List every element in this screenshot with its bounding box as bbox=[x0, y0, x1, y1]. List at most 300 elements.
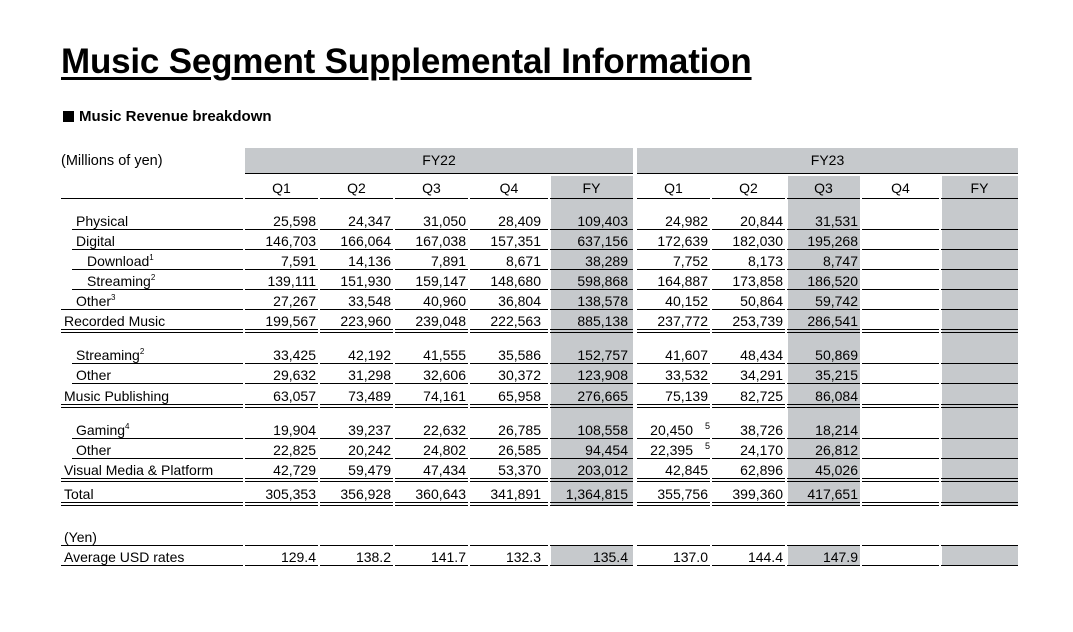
section-heading bbox=[63, 108, 272, 125]
table-cell: 63,057 bbox=[273, 388, 316, 404]
column-gap bbox=[939, 546, 942, 566]
usd-top-rule bbox=[941, 545, 1018, 546]
usd-bottom-rule bbox=[395, 565, 468, 566]
column-header: FY bbox=[582, 180, 601, 196]
row-rule bbox=[787, 269, 860, 270]
table-cell: 50,864 bbox=[740, 293, 783, 309]
table-cell: 38,289 bbox=[585, 253, 628, 269]
table-cell: 74,161 bbox=[423, 388, 466, 404]
column-header: Q4 bbox=[499, 180, 519, 196]
table-cell: 417,651 bbox=[807, 486, 858, 502]
table-cell: 159,147 bbox=[415, 273, 466, 289]
row-rule bbox=[550, 229, 633, 230]
usd-cell: 147.9 bbox=[822, 549, 858, 565]
section-double-rule bbox=[245, 329, 318, 333]
row-rule bbox=[320, 383, 393, 384]
column-header: Q3 bbox=[814, 180, 833, 196]
table-cell: 26,812 bbox=[815, 442, 858, 458]
section-double-rule bbox=[712, 329, 785, 333]
subtotal-rule bbox=[245, 309, 318, 310]
row-rule bbox=[712, 269, 785, 270]
row-rule bbox=[550, 363, 633, 364]
section-double-rule bbox=[787, 478, 860, 482]
total-double-rule bbox=[550, 502, 633, 506]
row-rule bbox=[550, 289, 633, 290]
row-label: Streaming$^2$ bbox=[76, 347, 145, 363]
table-cell: 20,450 bbox=[650, 422, 693, 438]
row-rule bbox=[320, 269, 393, 270]
table-cell: 24,802 bbox=[423, 442, 466, 458]
row-rule bbox=[941, 229, 1018, 230]
table-cell: 59,479 bbox=[348, 462, 391, 478]
table-cell: 138,578 bbox=[577, 293, 628, 309]
usd-bottom-rule bbox=[862, 565, 939, 566]
section-double-rule bbox=[470, 329, 548, 333]
units-label: (Millions of yen) bbox=[61, 153, 163, 169]
table-cell: 173,858 bbox=[732, 273, 783, 289]
header-rule bbox=[787, 198, 860, 199]
row-label: Streaming$^2$ bbox=[87, 273, 156, 289]
cell-footnote-marker: 5 bbox=[705, 421, 711, 431]
row-rule bbox=[245, 269, 318, 270]
row-rule bbox=[637, 438, 710, 439]
subtotal-rule bbox=[637, 309, 710, 310]
usd-bottom-rule bbox=[320, 565, 393, 566]
row-rule bbox=[72, 438, 243, 439]
row-label: Gaming$^4$ bbox=[76, 422, 130, 438]
row-rule bbox=[787, 363, 860, 364]
usd-bottom-rule bbox=[550, 565, 633, 566]
table-cell: 65,958 bbox=[498, 388, 541, 404]
row-rule bbox=[72, 363, 243, 364]
table-cell: 148,680 bbox=[490, 273, 541, 289]
section-double-rule bbox=[61, 404, 243, 408]
usd-cell: 144.4 bbox=[747, 549, 783, 565]
row-rule bbox=[72, 229, 243, 230]
usd-top-rule bbox=[245, 545, 318, 546]
usd-top-rule bbox=[395, 545, 468, 546]
table-cell: 123,908 bbox=[577, 367, 628, 383]
section-double-rule bbox=[862, 329, 939, 333]
table-cell: 286,541 bbox=[807, 313, 858, 329]
row-rule bbox=[862, 438, 939, 439]
table-cell: 637,156 bbox=[577, 233, 628, 249]
row-rule bbox=[395, 438, 468, 439]
row-rule bbox=[245, 363, 318, 364]
row-rule bbox=[320, 458, 393, 459]
usd-top-rule bbox=[320, 545, 393, 546]
section-double-rule bbox=[320, 404, 393, 408]
table-cell: 151,930 bbox=[340, 273, 391, 289]
row-rule bbox=[637, 249, 710, 250]
total-double-rule bbox=[61, 502, 243, 506]
table-cell: 41,607 bbox=[665, 347, 708, 363]
row-rule bbox=[941, 458, 1018, 459]
column-gap bbox=[860, 176, 863, 506]
row-rule bbox=[862, 363, 939, 364]
section-double-rule bbox=[712, 478, 785, 482]
table-cell: 199,567 bbox=[265, 313, 316, 329]
column-header: Q2 bbox=[347, 180, 366, 196]
table-cell: 108,558 bbox=[577, 422, 628, 438]
table-cell: 26,785 bbox=[498, 422, 541, 438]
group-header-fy22: FY22 bbox=[422, 152, 456, 168]
shaded-column bbox=[941, 176, 1018, 506]
row-rule bbox=[712, 363, 785, 364]
row-rule bbox=[637, 458, 710, 459]
row-rule bbox=[787, 383, 860, 384]
table-cell: 305,353 bbox=[265, 486, 316, 502]
table-cell: 341,891 bbox=[490, 486, 541, 502]
usd-cell: 138.2 bbox=[355, 549, 391, 565]
subtotal-rule bbox=[395, 309, 468, 310]
table-cell: 8,173 bbox=[747, 253, 783, 269]
usd-cell: 141.7 bbox=[430, 549, 466, 565]
row-rule bbox=[787, 289, 860, 290]
table-cell: 276,665 bbox=[577, 388, 628, 404]
usd-cell: 129.4 bbox=[280, 549, 316, 565]
usd-top-rule bbox=[637, 545, 710, 546]
row-rule bbox=[712, 249, 785, 250]
header-rule bbox=[862, 198, 939, 199]
yen-label: (Yen) bbox=[64, 529, 97, 545]
section-double-rule bbox=[395, 404, 468, 408]
row-label: Total bbox=[64, 486, 94, 502]
table-cell: 28,409 bbox=[498, 213, 541, 229]
column-header: Q1 bbox=[272, 180, 291, 196]
table-cell: 73,489 bbox=[348, 388, 391, 404]
table-cell: 59,742 bbox=[815, 293, 858, 309]
row-rule bbox=[470, 438, 548, 439]
row-rule bbox=[395, 383, 468, 384]
subtotal-rule bbox=[941, 309, 1018, 310]
table-cell: 94,454 bbox=[585, 442, 628, 458]
table-cell: 32,606 bbox=[423, 367, 466, 383]
table-cell: 8,671 bbox=[505, 253, 541, 269]
table-cell: 146,703 bbox=[265, 233, 316, 249]
row-rule bbox=[941, 383, 1018, 384]
row-rule bbox=[320, 289, 393, 290]
total-double-rule bbox=[470, 502, 548, 506]
header-rule bbox=[61, 198, 243, 199]
header-rule bbox=[637, 198, 710, 199]
column-header: Q2 bbox=[739, 180, 758, 196]
subtotal-rule bbox=[862, 309, 939, 310]
row-rule bbox=[395, 229, 468, 230]
row-rule bbox=[637, 269, 710, 270]
usd-cell: 137.0 bbox=[672, 549, 708, 565]
row-rule bbox=[712, 229, 785, 230]
footnote-marker: 2 bbox=[139, 347, 145, 356]
row-rule bbox=[395, 269, 468, 270]
table-cell: 7,752 bbox=[672, 253, 708, 269]
row-rule bbox=[245, 458, 318, 459]
usd-bottom-rule bbox=[61, 565, 243, 566]
table-cell: 33,548 bbox=[348, 293, 391, 309]
row-rule bbox=[245, 383, 318, 384]
total-double-rule bbox=[787, 502, 860, 506]
table-cell: 885,138 bbox=[577, 313, 628, 329]
row-rule bbox=[941, 269, 1018, 270]
section-double-rule bbox=[637, 329, 710, 333]
row-label: Physical bbox=[76, 213, 129, 229]
row-rule bbox=[72, 383, 243, 384]
table-cell: 25,598 bbox=[273, 213, 316, 229]
table-cell: 20,242 bbox=[348, 442, 391, 458]
table-cell: 35,586 bbox=[498, 347, 541, 363]
section-double-rule bbox=[245, 404, 318, 408]
row-rule bbox=[470, 383, 548, 384]
total-double-rule bbox=[395, 502, 468, 506]
table-cell: 48,434 bbox=[740, 347, 783, 363]
row-rule bbox=[637, 289, 710, 290]
group-header-fy23: FY23 bbox=[810, 152, 845, 168]
table-cell: 22,632 bbox=[423, 422, 466, 438]
row-rule bbox=[470, 249, 548, 250]
section-title: Music Revenue breakdown bbox=[79, 108, 272, 125]
row-rule bbox=[712, 289, 785, 290]
table-cell: 239,048 bbox=[415, 313, 466, 329]
table-cell: 182,030 bbox=[732, 233, 783, 249]
usd-bottom-rule bbox=[637, 565, 710, 566]
row-rule bbox=[637, 383, 710, 384]
table-cell: 20,844 bbox=[740, 213, 783, 229]
row-rule bbox=[550, 269, 633, 270]
row-rule bbox=[245, 438, 318, 439]
section-double-rule bbox=[941, 404, 1018, 408]
table-cell: 42,729 bbox=[273, 462, 316, 478]
table-cell: 30,372 bbox=[498, 367, 541, 383]
footnote-marker: 3 bbox=[111, 293, 116, 302]
table-cell: 8,747 bbox=[822, 253, 858, 269]
row-rule bbox=[72, 269, 243, 270]
table-cell: 7,591 bbox=[280, 253, 316, 269]
header-rule bbox=[245, 198, 318, 199]
table-cell: 360,643 bbox=[415, 486, 466, 502]
row-rule bbox=[470, 269, 548, 270]
section-double-rule bbox=[550, 404, 633, 408]
row-rule bbox=[72, 458, 243, 459]
section-double-rule bbox=[470, 404, 548, 408]
row-rule bbox=[712, 438, 785, 439]
usd-bottom-rule bbox=[470, 565, 548, 566]
subtotal-rule bbox=[320, 309, 393, 310]
usd-cell: 132.3 bbox=[505, 549, 541, 565]
table-cell: 75,139 bbox=[665, 388, 708, 404]
header-rule bbox=[550, 198, 633, 199]
row-rule bbox=[712, 383, 785, 384]
footnote-marker: 2 bbox=[150, 273, 156, 282]
usd-top-rule bbox=[550, 545, 633, 546]
table-cell: 31,050 bbox=[423, 213, 466, 229]
total-double-rule bbox=[862, 502, 939, 506]
table-cell: 50,869 bbox=[815, 347, 858, 363]
usd-row-label: Average USD rates bbox=[64, 549, 185, 565]
table-cell: 40,960 bbox=[423, 293, 466, 309]
usd-bottom-rule bbox=[787, 565, 860, 566]
page-title: Music Segment Supplemental Information bbox=[61, 42, 752, 81]
table-cell: 399,360 bbox=[732, 486, 783, 502]
usd-top-rule bbox=[470, 545, 548, 546]
section-double-rule bbox=[245, 478, 318, 482]
usd-cell: 135.4 bbox=[592, 549, 628, 565]
section-double-rule bbox=[637, 404, 710, 408]
section-double-rule bbox=[550, 478, 633, 482]
row-rule bbox=[245, 289, 318, 290]
table-cell: 14,136 bbox=[348, 253, 391, 269]
subtotal-rule bbox=[550, 309, 633, 310]
row-rule bbox=[550, 438, 633, 439]
row-rule bbox=[637, 363, 710, 364]
header-rule bbox=[395, 198, 468, 199]
subtotal-rule bbox=[712, 309, 785, 310]
section-double-rule bbox=[550, 329, 633, 333]
table-cell: 356,928 bbox=[340, 486, 391, 502]
table-cell: 53,370 bbox=[498, 462, 541, 478]
row-rule bbox=[470, 229, 548, 230]
usd-top-rule bbox=[862, 545, 939, 546]
section-double-rule bbox=[637, 478, 710, 482]
row-rule bbox=[712, 458, 785, 459]
footnote-marker: 1 bbox=[149, 253, 154, 262]
row-rule bbox=[862, 289, 939, 290]
table-cell: 41,555 bbox=[423, 347, 466, 363]
usd-bottom-rule bbox=[712, 565, 785, 566]
row-rule bbox=[470, 289, 548, 290]
row-rule bbox=[862, 458, 939, 459]
table-cell: 186,520 bbox=[807, 273, 858, 289]
total-double-rule bbox=[245, 502, 318, 506]
row-label: Music Publishing bbox=[64, 388, 170, 404]
table-cell: 22,395 bbox=[650, 442, 693, 458]
table-cell: 24,170 bbox=[740, 442, 783, 458]
column-header: Q4 bbox=[891, 180, 910, 196]
row-rule bbox=[320, 363, 393, 364]
row-rule bbox=[550, 458, 633, 459]
section-double-rule bbox=[862, 478, 939, 482]
usd-top-rule bbox=[61, 545, 243, 546]
total-double-rule bbox=[712, 502, 785, 506]
table-cell: 222,563 bbox=[490, 313, 541, 329]
section-double-rule bbox=[320, 329, 393, 333]
row-rule bbox=[470, 458, 548, 459]
table-cell: 36,804 bbox=[498, 293, 541, 309]
row-label: Download$^1$ bbox=[87, 253, 154, 269]
row-label: Digital bbox=[76, 233, 115, 249]
table-cell: 172,639 bbox=[657, 233, 708, 249]
row-rule bbox=[637, 229, 710, 230]
section-double-rule bbox=[395, 329, 468, 333]
section-double-rule bbox=[787, 404, 860, 408]
table-cell: 42,845 bbox=[665, 462, 708, 478]
table-cell: 167,038 bbox=[415, 233, 466, 249]
column-header: Q1 bbox=[664, 180, 683, 196]
section-double-rule bbox=[712, 404, 785, 408]
table-cell: 355,756 bbox=[657, 486, 708, 502]
row-rule bbox=[72, 289, 243, 290]
row-rule bbox=[941, 363, 1018, 364]
total-double-rule bbox=[941, 502, 1018, 506]
section-double-rule bbox=[941, 329, 1018, 333]
row-rule bbox=[787, 249, 860, 250]
table-cell: 223,960 bbox=[340, 313, 391, 329]
table-cell: 40,152 bbox=[665, 293, 708, 309]
table-cell: 27,267 bbox=[273, 293, 316, 309]
table-cell: 34,291 bbox=[740, 367, 783, 383]
table-cell: 33,425 bbox=[273, 347, 316, 363]
row-label: Visual Media & Platform bbox=[64, 462, 214, 478]
table-cell: 45,026 bbox=[815, 462, 858, 478]
row-label: Recorded Music bbox=[64, 313, 166, 329]
table-cell: 35,215 bbox=[815, 367, 858, 383]
table-cell: 42,192 bbox=[348, 347, 391, 363]
subtotal-rule bbox=[787, 309, 860, 310]
table-cell: 203,012 bbox=[577, 462, 628, 478]
row-rule bbox=[395, 363, 468, 364]
header-rule bbox=[320, 198, 393, 199]
table-cell: 62,896 bbox=[740, 462, 783, 478]
row-rule bbox=[72, 249, 243, 250]
column-header: Q3 bbox=[422, 180, 441, 196]
table-cell: 1,364,815 bbox=[565, 486, 628, 502]
row-rule bbox=[862, 229, 939, 230]
table-cell: 38,726 bbox=[740, 422, 783, 438]
table-cell: 24,982 bbox=[665, 213, 708, 229]
header-rule bbox=[470, 198, 548, 199]
table-cell: 139,111 bbox=[267, 273, 316, 289]
section-double-rule bbox=[395, 478, 468, 482]
section-double-rule bbox=[470, 478, 548, 482]
row-rule bbox=[941, 249, 1018, 250]
row-rule bbox=[862, 249, 939, 250]
table-cell: 195,268 bbox=[807, 233, 858, 249]
row-rule bbox=[395, 249, 468, 250]
column-gap bbox=[860, 546, 863, 566]
row-rule bbox=[787, 229, 860, 230]
total-double-rule bbox=[637, 502, 710, 506]
row-rule bbox=[550, 383, 633, 384]
footnote-marker: 4 bbox=[125, 422, 130, 431]
column-header: FY bbox=[970, 180, 989, 196]
row-label: Other bbox=[76, 367, 112, 383]
section-double-rule bbox=[320, 478, 393, 482]
row-rule bbox=[320, 438, 393, 439]
subtotal-rule bbox=[61, 309, 243, 310]
cell-footnote-marker: 5 bbox=[705, 441, 711, 451]
shaded-column-usd bbox=[941, 546, 1018, 566]
row-rule bbox=[245, 249, 318, 250]
table-cell: 253,739 bbox=[732, 313, 783, 329]
table-cell: 86,084 bbox=[815, 388, 858, 404]
table-cell: 157,351 bbox=[490, 233, 541, 249]
column-gap bbox=[939, 176, 942, 506]
table-cell: 22,825 bbox=[273, 442, 316, 458]
row-rule bbox=[550, 249, 633, 250]
table-cell: 24,347 bbox=[348, 213, 391, 229]
table-cell: 166,064 bbox=[340, 233, 391, 249]
usd-bottom-rule bbox=[941, 565, 1018, 566]
usd-top-rule bbox=[712, 545, 785, 546]
table-cell: 18,214 bbox=[815, 422, 858, 438]
table-cell: 33,532 bbox=[665, 367, 708, 383]
table-cell: 29,632 bbox=[273, 367, 316, 383]
row-rule bbox=[862, 383, 939, 384]
usd-bottom-rule bbox=[245, 565, 318, 566]
table-cell: 109,403 bbox=[577, 213, 628, 229]
table-cell: 47,434 bbox=[423, 462, 466, 478]
usd-top-rule bbox=[787, 545, 860, 546]
table-cell: 598,868 bbox=[577, 273, 628, 289]
